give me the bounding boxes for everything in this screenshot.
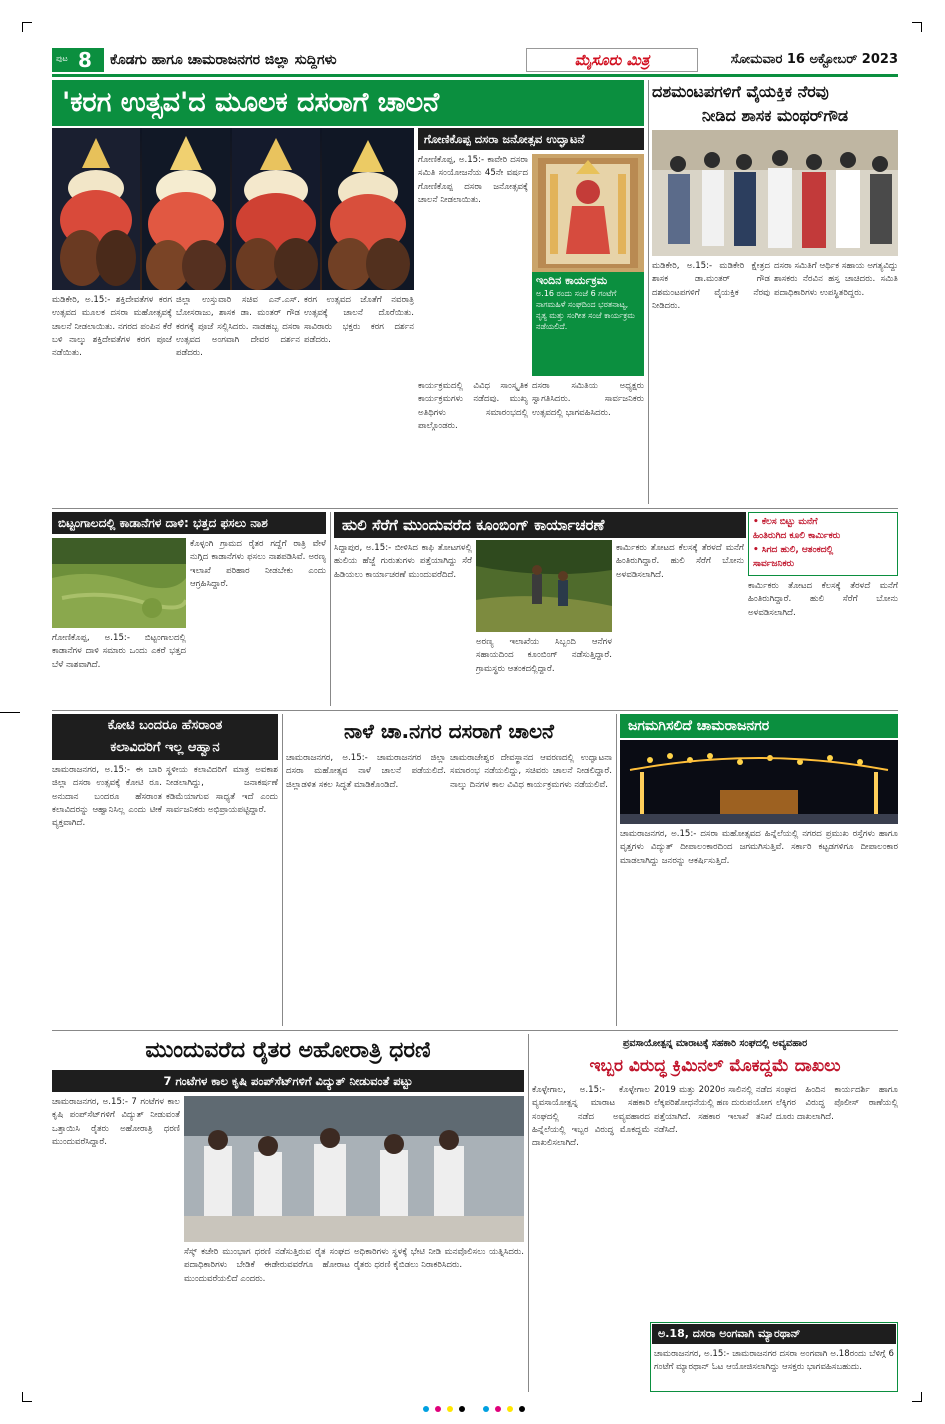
karaga-text-col1: ಮಡಿಕೇರಿ, ಅ.15:- ಶಕ್ತಿದೇವತೆಗಳ ಕರಗ ಉತ್ಸವದ ಮೂಲಕ ದಸರಾ ಮಹೋತ್ಸವಕ್ಕೆ ಚಾಲನೆ ನೀಡಲಾಯಿತು. ನಗರದ ಪಂಪಿನ ಕೆರೆ ಬಳಿ ನಾಲ್ಕು ಶಕ್ತಿದೇವತೆಗಳ ಕರಗ ಪೂಜೆ ನಡೆಯಿತು. [52,295,172,359]
criminal-kicker: ಪ್ರವಸಾಯೋತ್ಪನ್ನ ಮಾರಾಟಕ್ಕೆ ಸಹಕಾರಿ ಸಂಘದಲ್ಲಿ ಅವ್ಯವಹಾರ [622,1038,808,1049]
cnagar-headline: ನಾಳೆ ಚಾ.ನಗರ ದಸರಾಗೆ ಚಾಲನೆ [344,719,554,743]
karaga-text-col2: ಜಿಲ್ಲಾ ಉಸ್ತುವಾರಿ ಸಚಿವ ಎನ್.ಎಸ್. ಬೋಸರಾಜು, ಶಾಸಕ ಡಾ. ಮಂತರ್ ಗೌಡ ಕರಗಕ್ಕೆ ಪೂಜೆ ಸಲ್ಲಿಸಿದರು. ನಾಡಹಬ್ಬ ದಸರಾ ಉತ್ಸವದ ಅಂಗವಾಗಿ ದೇವರ ದರ್ಶನ ಪಡೆದರು. [176,295,300,359]
farmers-text-col1: ಚಾಮರಾಜನಗರ, ಅ.15:- 7 ಗಂಟೆಗಳ ಕಾಲ ಕೃಷಿ ಪಂಪ್‌ಸೆಟ್‌ಗಳಿಗೆ ವಿದ್ಯುತ್ ನೀಡುವಂತೆ ಒತ್ತಾಯಿಸಿ ರೈತರು ಅಹೋರಾತ್ರಿ ಧರಣಿ ಮುಂದುವರೆಸಿದ್ದಾರೆ. [52,1097,180,1147]
masthead [52,48,898,72]
tiger-text-col2: ಅರಣ್ಯ ಇಲಾಖೆಯ ಸಿಬ್ಬಂದಿ ಆನೆಗಳ ಸಹಾಯದಿಂದ ಕೂಂಬಿಂಗ್ ನಡೆಸುತ್ತಿದ್ದಾರೆ. ಗ್ರಾಮಸ್ಥರು ಆತಂಕದಲ್ಲಿದ್ದಾರೆ. [476,637,612,674]
gonikoppa-photo [532,154,644,272]
row-divider [52,1030,898,1031]
color-registration-bar [420,1398,530,1406]
mla-headline-line2: ನೀಡಿದ ಶಾಸಕ ಮಂಥರ್‌ಗೌಡ [701,106,849,125]
crop-mark-bottom-right [912,1392,922,1402]
tiger-bullet-box [748,512,898,576]
gonikoppa-text-col3: ದಸರಾ ಸಮಿತಿಯ ಅಧ್ಯಕ್ಷರು ಸ್ವಾಗತಿಸಿದರು. ಸಾರ್ವಜನಿಕರು ಉತ್ಸವದಲ್ಲಿ ಭಾಗವಹಿಸಿದರು. [532,381,644,418]
artists-headline [52,714,278,760]
gonikoppa-text-col1: ಗೋಣಿಕೊಪ್ಪ, ಅ.15:- ಕಾವೇರಿ ದಸರಾ ಸಮಿತಿ ಸಂಯೋಜನೆಯ 45ನೇ ವರ್ಷದ ಗೋಣಿಕೊಪ್ಪ ದಸರಾ ಜನೋತ್ಸವಕ್ಕೆ ಚಾಲನೆ ನೀಡಲಾಯಿತು. [418,155,528,205]
tiger-text-col4: ಕಾರ್ಮಿಕರು ತೋಟದ ಕೆಲಸಕ್ಕೆ ತೆರಳದೆ ಮನೆಗೆ ಹಿಂತಿರುಗಿದ್ದಾರೆ. ಹುಲಿ ಸೆರೆಗೆ ಬೋನು ಅಳವಡಿಸಲಾಗಿದೆ. [748,581,898,618]
mla-photo [652,130,898,256]
farmers-text-col3: ಅಧಿಕಾರಿಗಳು ಸ್ಥಳಕ್ಕೆ ಭೇಟಿ ನೀಡಿ ಮನವೊಲಿಸಲು ಯತ್ನಿಸಿದರು. ರೈತರು ಧರಣಿ ಕೈಬಿಡಲು ನಿರಾಕರಿಸಿದರು. [354,1247,524,1271]
tiger-headline: ಹುಲಿ ಸೆರೆಗೆ ಮುಂದುವರೆದ ಕೂಂಬಿಂಗ್ ಕಾರ್ಯಾಚರಣೆ [334,512,746,538]
col-divider [528,1034,529,1392]
farmers-headline: ಮುಂದುವರೆದ ರೈತರ ಅಹೋರಾತ್ರಿ ಧರಣಿ [145,1038,431,1063]
masthead-rule [52,74,898,77]
farmers-photo [184,1096,524,1242]
criminal-text-col2: 2019 ಮತ್ತು 2020ರ ಸಾಲಿನಲ್ಲಿ ನಡೆದ ಲೆಕ್ಕಪರಿಶೋಧನೆಯಲ್ಲಿ ಹಣ ದುರುಪಯೋಗ ಪತ್ತೆಯಾಗಿದೆ. ಸಹಕಾರ ಇಲಾಖೆ ತನಿಖೆ ನಡೆಸಿದೆ. [654,1085,772,1135]
criminal-text-col3: ಸಂಘದ ಹಿಂದಿನ ಕಾರ್ಯದರ್ಶಿ ಹಾಗೂ ಲೆಕ್ಕಿಗರ ವಿರುದ್ಧ ಪೊಲೀಸ್ ಠಾಣೆಯಲ್ಲಿ ದೂರು ದಾಖಲಾಗಿದೆ. [776,1085,898,1122]
karaga-text-col3: ಕರಗ ಉತ್ಸವದ ಜೊತೆಗೆ ನವರಾತ್ರಿ ಉತ್ಸವಕ್ಕೆ ಚಾಲನೆ ದೊರೆಯಿತು. ಸಾವಿರಾರು ಭಕ್ತರು ಕರಗ ದರ್ಶನ ಪಡೆದರು. [304,295,414,345]
elephant-headline: ಬಿಟ್ಟಂಗಾಲದಲ್ಲಿ ಕಾಡಾನೆಗಳ ದಾಳಿ: ಭತ್ತದ ಫಸಲು ನಾಶ [52,512,326,534]
paper-logo: ಮೈಸೂರು ಮಿತ್ರ [526,48,698,72]
cnagar-text-col2: ಚಾಮರಾಜೇಶ್ವರ ದೇವಸ್ಥಾನದ ಆವರಣದಲ್ಲಿ ಉದ್ಘಾಟನಾ ಸಮಾರಂಭ ನಡೆಯಲಿದ್ದು, ಸಚಿವರು ಚಾಲನೆ ನೀಡಲಿದ್ದಾರೆ. ನಾಲ್ಕು ದಿನಗಳ ಕಾಲ ವಿವಿಧ ಕಾರ್ಯಕ್ರಮಗಳು ನಡೆಯಲಿವೆ. [450,753,612,790]
mla-headline-line1: ದಶಮಂಟಪಗಳಿಗೆ ವೈಯಕ್ತಿಕ ನೆರವು [652,82,829,101]
artists-headline-line2: ಕಲಾವಿದರಿಗೆ ಇಲ್ಲ ಆಹ್ವಾನ [110,740,220,755]
col-divider [616,714,617,1026]
farmers-subhead: 7 ಗಂಟೆಗಳ ಕಾಲ ಕೃಷಿ ಪಂಪ್‌ಸೆಟ್‌ಗಳಿಗೆ ವಿದ್ಯುತ್ ನೀಡುವಂತೆ ಪಟ್ಟು [52,1070,524,1092]
lights-headline: ಜಗಮಗಿಸಲಿದೆ ಚಾಮರಾಜನಗರ [620,714,898,738]
row-divider [52,710,898,711]
page-number-box [52,48,104,72]
gonikoppa-headline: ಗೋಣಿಕೊಪ್ಪ ದಸರಾ ಜನೋತ್ಸವ ಉದ್ಘಾಟನೆ [418,128,644,150]
tiger-text-col3: ಕಾರ್ಮಿಕರು ತೋಟದ ಕೆಲಸಕ್ಕೆ ತೆರಳದೆ ಮನೆಗೆ ಹಿಂತಿರುಗಿದ್ದಾರೆ. ಹುಲಿ ಸೆರೆಗೆ ಬೋನು ಅಳವಡಿಸಲಾಗಿದೆ. [616,543,744,580]
criminal-headline: ಇಬ್ಬರ ವಿರುದ್ಧ ಕ್ರಿಮಿನಲ್ ಮೊಕದ್ದಮೆ ದಾಖಲು [589,1056,841,1076]
mla-text-col1: ಮಡಿಕೇರಿ, ಅ.15:- ಮಡಿಕೇರಿ ಕ್ಷೇತ್ರದ ಶಾಸಕ ಡಾ.ಮಂತರ್ ಗೌಡ ದಶಮಂಟಪಗಳಿಗೆ ವೈಯಕ್ತಿಕ ನೆರವು ನೀಡಿದರು. [652,261,770,311]
karaga-headline: 'ಕರಗ ಉತ್ಸವ'ದ ಮೂಲಕ ದಸರಾಗೆ ಚಾಲನೆ [52,80,644,126]
tiger-bullet-3: • ಸಿಗದ ಹುಲಿ, ಆತಂಕದಲ್ಲಿ [753,545,834,555]
tiger-bullet-1: • ಕೆಲಸ ಬಿಟ್ಟು ಮನೆಗೆ [753,517,818,527]
elephant-text-col2: ಕೊಳ್ಳಂಗಿ ಗ್ರಾಮದ ರೈತರ ಗದ್ದೆಗೆ ರಾತ್ರಿ ವೇಳೆ ನುಗ್ಗಿದ ಕಾಡಾನೆಗಳು ಫಸಲು ನಾಶಪಡಿಸಿವೆ. ಅರಣ್ಯ ಇಲಾಖೆ ಪರಿಹಾರ ನೀಡಬೇಕು ಎಂದು ಆಗ್ರಹಿಸಿದ್ದಾರೆ. [190,539,326,589]
farmers-text-col2: ಸೆಸ್ಕ್ ಕಚೇರಿ ಮುಂಭಾಗ ಧರಣಿ ನಡೆಸುತ್ತಿರುವ ರೈತ ಸಂಘದ ಪದಾಧಿಕಾರಿಗಳು ಬೇಡಿಕೆ ಈಡೇರುವವರೆಗೂ ಹೋರಾಟ ಮುಂದುವರೆಯಲಿದೆ ಎಂದರು. [184,1247,350,1284]
mla-text-col2: ದಸರಾ ಸಮಿತಿಗೆ ಆರ್ಥಿಕ ಸಹಾಯ ಅಗತ್ಯವಿದ್ದು ಶಾಸಕರು ನೆರವಿನ ಹಸ್ತ ಚಾಚಿದರು. ಸಮಿತಿ ಪದಾಧಿಕಾರಿಗಳು ಉಪಸ್ಥಿತರಿದ್ದರು. [774,261,898,298]
artists-text-col1: ಚಾಮರಾಜನಗರ, ಅ.15:- ಈ ಬಾರಿ ಜಿಲ್ಲಾ ದಸರಾ ಉತ್ಸವಕ್ಕೆ ಕೋಟಿ ರೂ. ಅನುದಾನ ಬಂದರೂ ಹೆಸರಾಂತ ಕಲಾವಿದರನ್ನು ಆಹ್ವಾನಿಸಿಲ್ಲ ಎಂದು ಟೀಕೆ ವ್ಯಕ್ತವಾಗಿದೆ. [52,765,162,829]
lights-text: ಚಾಮರಾಜನಗರ, ಅ.15:- ದಸರಾ ಮಹೋತ್ಸವದ ಹಿನ್ನೆಲೆಯಲ್ಲಿ ನಗರದ ಪ್ರಮುಖ ರಸ್ತೆಗಳು ಹಾಗೂ ವೃತ್ತಗಳು ವಿದ್ಯುತ್ ದೀಪಾಲಂಕಾರದಿಂದ ಜಗಮಗಿಸುತ್ತಿವೆ. ಸರ್ಕಾರಿ ಕಟ್ಟಡಗಳಿಗೂ ದೀಪಾಲಂಕಾರ ಮಾಡಲಾಗಿದ್ದು ಜನರನ್ನು ಆಕರ್ಷಿಸುತ್ತಿದೆ. [620,829,898,866]
criminal-text-col1: ಕೊಳ್ಳೇಗಾಲ, ಅ.15:- ಕೊಳ್ಳೇಗಾಲ ವ್ಯವಸಾಯೋತ್ಪನ್ನ ಮಾರಾಟ ಸಹಕಾರಿ ಸಂಘದಲ್ಲಿ ನಡೆದ ಅವ್ಯವಹಾರದ ಹಿನ್ನೆಲೆಯಲ್ಲಿ ಇಬ್ಬರ ವಿರುದ್ಧ ಮೊಕದ್ದಮೆ ದಾಖಲಿಸಲಾಗಿದೆ. [532,1085,650,1149]
row-divider [52,508,898,509]
crop-mark-top-left [22,22,32,32]
artists-text-col2: ಸ್ಥಳೀಯ ಕಲಾವಿದರಿಗೆ ಮಾತ್ರ ಅವಕಾಶ ನೀಡಲಾಗಿದ್ದು, ಜನಾಕರ್ಷಣೆ ಕಡಿಮೆಯಾಗುವ ಸಾಧ್ಯತೆ ಇದೆ ಎಂದು ಸಾರ್ವಜನಿಕರು ಅಭಿಪ್ರಾಯಪಟ್ಟಿದ್ದಾರೆ. [166,765,278,815]
lights-photo [620,740,898,824]
karaga-photo [52,128,414,290]
col-divider [330,512,331,706]
cnagar-text-col1: ಚಾಮರಾಜನಗರ, ಅ.15:- ಚಾಮರಾಜನಗರ ಜಿಲ್ಲಾ ದಸರಾ ಮಹೋತ್ಸವ ನಾಳೆ ಚಾಲನೆ ಪಡೆಯಲಿದೆ. ಜಿಲ್ಲಾಡಳಿತ ಸಕಲ ಸಿದ್ಧತೆ ಮಾಡಿಕೊಂಡಿದೆ. [286,753,446,790]
crop-mark-top-right [912,22,922,32]
crop-mark-bottom-left [22,1392,32,1402]
page-label: ಪುಟ [56,54,68,63]
tiger-bullet-2: ಹಿಂತಿರುಗಿದ ಕೂಲಿ ಕಾರ್ಮಿಕರು [753,531,841,541]
tiger-bullet-4: ಸಾರ್ವಜನಿಕರು [753,559,795,569]
registration-mark-left [0,712,20,713]
artists-headline-line1: ಕೋಟಿ ಬಂದರೂ ಹೆಸರಾಂತ [107,718,223,733]
program-box [532,272,644,376]
program-title: ಇಂದಿನ ಕಾರ್ಯಕ್ರಮ [536,274,608,287]
program-text: ಅ.16 ರಂದು ಸಂಜೆ 6 ಗಂಟೆಗೆ ನಾಗಮಹಿಳೆ ಸಂಘದಿಂದ ಭರತನಾಟ್ಯ, ನೃತ್ಯ ಮತ್ತು ಸಂಗೀತ ಸಂಜೆ ಕಾರ್ಯಕ್ರಮ ನಡೆಯಲಿದೆ. [536,289,635,331]
page-number: 8 [78,48,92,72]
marathon-text: ಚಾಮರಾಜನಗರ, ಅ.15:- ಚಾಮರಾಜನಗರ ದಸರಾ ಅಂಗವಾಗಿ ಅ.18ರಂದು ಬೆಳಿಗ್ಗೆ 6 ಗಂಟೆಗೆ ಮ್ಯಾರಥಾನ್ ಓಟ ಆಯೋಜಿಸಲಾಗಿದ್ದು ಆಸಕ್ತರು ಭಾಗವಹಿಸಬಹುದು. [654,1349,894,1373]
marathon-headline: ಅ.18, ದಸರಾ ಅಂಗವಾಗಿ ಮ್ಯಾರಥಾನ್ [652,1324,896,1344]
tiger-text-col1: ಸಿದ್ದಾಪುರ, ಅ.15:- ಬೀಳಿಸಿದ ಕಾಫಿ ತೋಟಗಳಲ್ಲಿ ಹುಲಿಯ ಹೆಜ್ಜೆ ಗುರುತುಗಳು ಪತ್ತೆಯಾಗಿದ್ದು ಸೆರೆ ಹಿಡಿಯಲು ಕಾರ್ಯಾಚರಣೆ ಮುಂದುವರೆದಿದೆ. [334,543,472,580]
col-divider [648,80,649,504]
elephant-text-col1: ಗೋಣಿಕೊಪ್ಪ, ಅ.15:- ಬಿಟ್ಟಂಗಾಲದಲ್ಲಿ ಕಾಡಾನೆಗಳ ದಾಳಿ ಸಮಾರು ಒಂದು ಎಕರೆ ಭತ್ತದ ಬೆಳೆ ನಾಶವಾಗಿದೆ. [52,633,186,670]
tiger-photo [476,540,612,632]
gonikoppa-text-col2: ಕಾರ್ಯಕ್ರಮದಲ್ಲಿ ವಿವಿಧ ಸಾಂಸ್ಕೃತಿಕ ಕಾರ್ಯಕ್ರಮಗಳು ನಡೆದವು. ಮುಖ್ಯ ಅತಿಥಿಗಳು ಸಮಾರಂಭದಲ್ಲಿ ಪಾಲ್ಗೊಂಡರು. [418,381,528,431]
col-divider [282,714,283,1026]
section-title: ಕೊಡಗು ಹಾಗೂ ಚಾಮರಾಜನಗರ ಜಿಲ್ಲಾ ಸುದ್ದಿಗಳು [110,52,337,68]
dateline: ಸೋಮವಾರ 16 ಅಕ್ಟೋಬರ್ 2023 [730,52,898,67]
elephant-photo [52,538,186,628]
